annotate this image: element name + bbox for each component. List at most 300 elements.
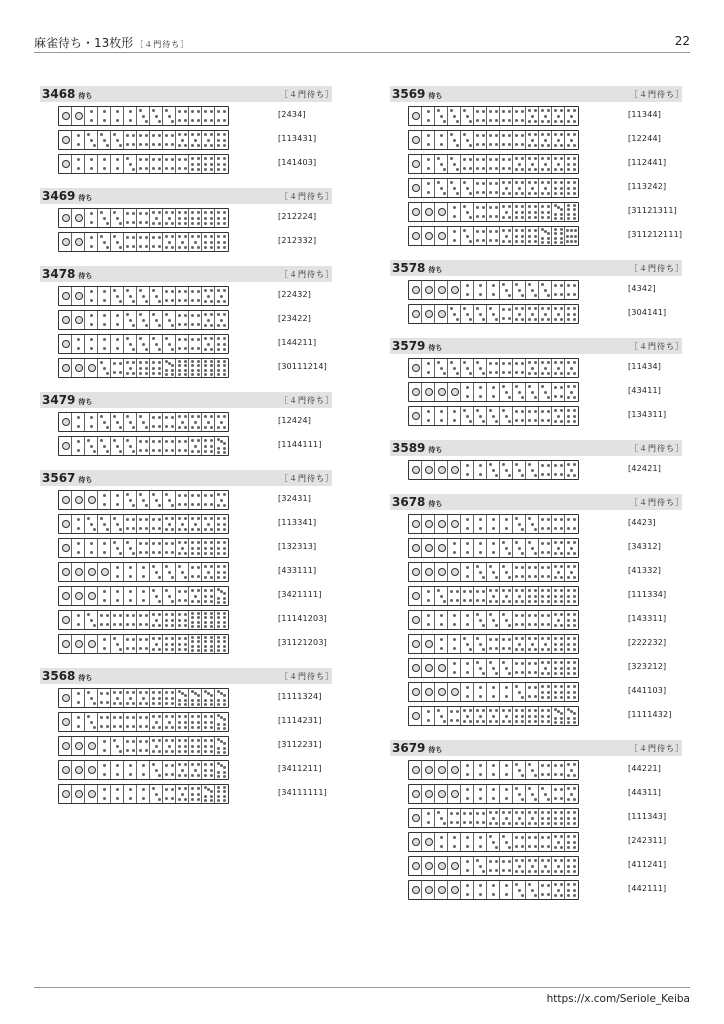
tile	[163, 563, 176, 581]
tile	[552, 281, 565, 299]
tile	[111, 311, 124, 329]
tile	[500, 611, 513, 629]
tile	[189, 233, 202, 251]
tile	[422, 563, 435, 581]
tile	[202, 515, 215, 533]
tile	[215, 737, 228, 755]
tile	[435, 305, 448, 323]
tile	[189, 539, 202, 557]
pin-1-icon	[62, 742, 70, 750]
tile	[526, 281, 539, 299]
hand-code: [441103]	[628, 686, 667, 695]
pin-1-icon	[75, 742, 83, 750]
tile	[526, 611, 539, 629]
tile	[526, 515, 539, 533]
hand-row	[40, 232, 332, 252]
hand-code: [11344]	[628, 110, 662, 119]
tile	[474, 203, 487, 221]
tile	[98, 587, 111, 605]
tile	[137, 413, 150, 431]
tile	[59, 359, 72, 377]
tile	[72, 311, 85, 329]
tile	[539, 539, 552, 557]
wait-type: ［４門待ち］	[280, 474, 334, 483]
pin-1-icon	[412, 466, 420, 474]
tile	[448, 131, 461, 149]
tile	[150, 287, 163, 305]
pin-1-icon	[412, 592, 420, 600]
pin-1-icon	[438, 466, 446, 474]
section-header	[40, 188, 332, 204]
pin-1-icon	[75, 568, 83, 576]
tile	[85, 539, 98, 557]
tile	[526, 857, 539, 875]
tile	[72, 713, 85, 731]
hand-row	[40, 412, 332, 432]
hand-code: [3421111]	[278, 590, 322, 599]
tile	[500, 761, 513, 779]
tile	[526, 227, 539, 245]
tile	[409, 587, 422, 605]
tile	[487, 683, 500, 701]
tile	[163, 335, 176, 353]
tile	[163, 785, 176, 803]
pin-1-icon	[438, 520, 446, 528]
tile	[176, 131, 189, 149]
tile	[422, 833, 435, 851]
hand-code: [222232]	[628, 638, 667, 647]
tile	[137, 635, 150, 653]
tile	[435, 155, 448, 173]
tile	[85, 689, 98, 707]
tile	[59, 635, 72, 653]
tile	[409, 515, 422, 533]
tile	[202, 563, 215, 581]
tile	[176, 311, 189, 329]
tile	[487, 305, 500, 323]
tile	[409, 857, 422, 875]
tile	[565, 785, 578, 803]
hand-row	[390, 130, 682, 150]
tile	[487, 857, 500, 875]
wait-section	[40, 266, 332, 378]
pin-1-icon	[62, 592, 70, 600]
tile	[461, 809, 474, 827]
tile	[552, 407, 565, 425]
hand-row	[390, 406, 682, 426]
wait-suffix: 待ち	[428, 500, 443, 508]
tile	[409, 683, 422, 701]
pin-1-icon	[451, 886, 459, 894]
tile	[461, 383, 474, 401]
tile	[552, 563, 565, 581]
tile	[124, 437, 137, 455]
tile	[409, 407, 422, 425]
tile	[526, 563, 539, 581]
tile	[487, 155, 500, 173]
tile	[513, 833, 526, 851]
tile	[461, 407, 474, 425]
tile	[487, 707, 500, 725]
tile	[137, 611, 150, 629]
tile-hand	[58, 334, 229, 354]
tile	[487, 407, 500, 425]
tile	[59, 335, 72, 353]
tile	[98, 785, 111, 803]
tile	[565, 281, 578, 299]
tile	[539, 281, 552, 299]
tile	[202, 107, 215, 125]
tile	[565, 461, 578, 479]
tile	[487, 539, 500, 557]
tile	[137, 737, 150, 755]
tile-hand	[58, 586, 229, 606]
tile	[474, 761, 487, 779]
tile	[72, 359, 85, 377]
tile	[137, 107, 150, 125]
tile	[448, 359, 461, 377]
tile	[176, 515, 189, 533]
tile	[552, 611, 565, 629]
tile	[448, 659, 461, 677]
tile	[137, 155, 150, 173]
tile-hand	[408, 382, 579, 402]
pin-1-icon	[412, 688, 420, 696]
tile	[474, 683, 487, 701]
tile-hand	[58, 310, 229, 330]
tile	[409, 155, 422, 173]
pin-1-icon	[101, 568, 109, 576]
hand-row	[390, 856, 682, 876]
tile	[526, 635, 539, 653]
tile	[552, 809, 565, 827]
tile	[85, 491, 98, 509]
tile	[176, 209, 189, 227]
hand-code: [11141203]	[278, 614, 327, 623]
tile	[189, 737, 202, 755]
tile	[72, 737, 85, 755]
wait-section	[40, 668, 332, 804]
tile	[500, 155, 513, 173]
tile	[461, 179, 474, 197]
tile	[202, 287, 215, 305]
tile	[98, 713, 111, 731]
tile	[98, 287, 111, 305]
footer-divider	[34, 987, 690, 988]
tile	[409, 461, 422, 479]
tile	[124, 209, 137, 227]
tile	[150, 131, 163, 149]
tile	[513, 461, 526, 479]
wait-type: ［４門待ち］	[280, 192, 334, 201]
hand-code: [242311]	[628, 836, 667, 845]
tile	[409, 107, 422, 125]
tile	[539, 203, 552, 221]
tile	[552, 203, 565, 221]
tile	[409, 761, 422, 779]
hand-row	[390, 586, 682, 606]
footer-link[interactable]: https://x.com/Seriole_Keiba	[546, 993, 690, 1005]
tile	[137, 515, 150, 533]
tile	[474, 611, 487, 629]
tile	[513, 539, 526, 557]
pin-1-icon	[88, 568, 96, 576]
tile	[474, 383, 487, 401]
tile	[163, 689, 176, 707]
hand-row	[40, 154, 332, 174]
tile	[137, 359, 150, 377]
tile	[513, 281, 526, 299]
tile	[176, 737, 189, 755]
tile	[552, 857, 565, 875]
hand-code: [134311]	[628, 410, 667, 419]
pin-1-icon	[438, 862, 446, 870]
tile	[500, 563, 513, 581]
tile	[435, 635, 448, 653]
tile	[435, 833, 448, 851]
tile	[98, 311, 111, 329]
tile	[163, 761, 176, 779]
tile	[215, 491, 228, 509]
pin-1-icon	[451, 520, 459, 528]
tile	[435, 359, 448, 377]
tile	[124, 761, 137, 779]
tile	[150, 359, 163, 377]
tile	[513, 659, 526, 677]
tile	[552, 359, 565, 377]
tile	[137, 785, 150, 803]
wait-section	[40, 392, 332, 456]
tile	[163, 539, 176, 557]
tile	[202, 635, 215, 653]
tile	[202, 311, 215, 329]
tile	[137, 233, 150, 251]
hand-code: [32431]	[278, 494, 312, 503]
tile	[565, 809, 578, 827]
hand-row	[40, 562, 332, 582]
wait-section	[390, 86, 682, 246]
tile-hand	[408, 178, 579, 198]
tile	[435, 539, 448, 557]
tile	[163, 491, 176, 509]
pin-1-icon	[88, 766, 96, 774]
tile	[513, 563, 526, 581]
tile	[565, 107, 578, 125]
pin-1-icon	[62, 694, 70, 702]
tile	[72, 689, 85, 707]
tile	[422, 227, 435, 245]
tile	[409, 539, 422, 557]
tile	[422, 785, 435, 803]
hand-code: [42421]	[628, 464, 662, 473]
tile	[552, 155, 565, 173]
tile	[176, 335, 189, 353]
tile	[176, 635, 189, 653]
tile	[150, 515, 163, 533]
tile	[189, 131, 202, 149]
tile	[474, 881, 487, 899]
wait-number: 3578 待ち	[392, 261, 443, 275]
tile-hand	[408, 514, 579, 534]
tile	[448, 635, 461, 653]
tile	[409, 881, 422, 899]
tile	[435, 203, 448, 221]
tile	[552, 881, 565, 899]
hand-row	[390, 880, 682, 900]
tile	[487, 383, 500, 401]
tile-hand	[58, 514, 229, 534]
tile	[111, 131, 124, 149]
tile	[422, 407, 435, 425]
tile	[176, 539, 189, 557]
left-column	[40, 86, 332, 818]
tile	[202, 761, 215, 779]
tile	[85, 611, 98, 629]
hand-code: [12244]	[628, 134, 662, 143]
tile	[215, 713, 228, 731]
wait-suffix: 待ち	[78, 398, 93, 406]
hand-code: [433111]	[278, 566, 317, 575]
wait-type: ［４門待ち］	[630, 498, 684, 507]
tile	[124, 413, 137, 431]
pin-1-icon	[425, 568, 433, 576]
tile	[500, 881, 513, 899]
tile	[137, 437, 150, 455]
hand-code: [43411]	[628, 386, 662, 395]
pin-1-icon	[438, 886, 446, 894]
pin-1-icon	[62, 496, 70, 504]
pin-1-icon	[62, 790, 70, 798]
section-header	[390, 260, 682, 276]
tile	[98, 131, 111, 149]
tile	[124, 587, 137, 605]
tile	[448, 281, 461, 299]
pin-1-icon	[62, 316, 70, 324]
tile	[526, 383, 539, 401]
hand-code: [1114231]	[278, 716, 322, 725]
tile	[111, 107, 124, 125]
tile	[435, 179, 448, 197]
wait-suffix: 待ち	[428, 92, 443, 100]
tile	[500, 587, 513, 605]
tile	[461, 461, 474, 479]
tile-hand	[408, 538, 579, 558]
tile	[513, 305, 526, 323]
tile	[215, 785, 228, 803]
hand-code: [31121311]	[628, 206, 677, 215]
tile	[215, 359, 228, 377]
wait-number: 3568 待ち	[42, 669, 93, 683]
tile	[539, 359, 552, 377]
tile	[552, 833, 565, 851]
tile	[409, 383, 422, 401]
tile	[150, 107, 163, 125]
tile	[448, 305, 461, 323]
tile	[461, 281, 474, 299]
tile-hand	[408, 406, 579, 426]
tile-hand	[408, 706, 579, 726]
tile	[189, 761, 202, 779]
hand-code: [212224]	[278, 212, 317, 221]
tile	[72, 155, 85, 173]
tile	[539, 383, 552, 401]
tile	[500, 407, 513, 425]
tile	[487, 785, 500, 803]
tile	[565, 383, 578, 401]
tile	[448, 857, 461, 875]
wait-type: ［４門待ち］	[280, 396, 334, 405]
tile	[461, 587, 474, 605]
hand-row	[390, 382, 682, 402]
tile	[85, 311, 98, 329]
tile	[565, 359, 578, 377]
pin-1-icon	[425, 838, 433, 846]
pin-1-icon	[75, 112, 83, 120]
tile	[150, 563, 163, 581]
tile	[137, 311, 150, 329]
pin-1-icon	[425, 520, 433, 528]
tile	[85, 761, 98, 779]
tile	[500, 857, 513, 875]
tile	[176, 611, 189, 629]
tile	[124, 563, 137, 581]
tile	[215, 635, 228, 653]
tile	[487, 881, 500, 899]
tile	[124, 359, 137, 377]
tile	[202, 539, 215, 557]
tile	[215, 611, 228, 629]
tile	[202, 131, 215, 149]
tile	[435, 461, 448, 479]
pin-1-icon	[62, 112, 70, 120]
tile	[500, 179, 513, 197]
tile	[72, 515, 85, 533]
tile	[85, 737, 98, 755]
tile	[487, 281, 500, 299]
tile	[98, 491, 111, 509]
section-header	[390, 86, 682, 102]
pin-1-icon	[412, 886, 420, 894]
tile	[189, 107, 202, 125]
tile	[163, 635, 176, 653]
tile	[202, 713, 215, 731]
pin-1-icon	[412, 388, 420, 396]
section-header	[390, 494, 682, 510]
tile	[435, 809, 448, 827]
pin-1-icon	[438, 232, 446, 240]
tile	[422, 809, 435, 827]
hand-code: [34111111]	[278, 788, 327, 797]
tile	[500, 785, 513, 803]
tile	[461, 761, 474, 779]
hand-code: [3112231]	[278, 740, 322, 749]
tile	[422, 881, 435, 899]
tile	[500, 809, 513, 827]
pin-1-icon	[412, 208, 420, 216]
wait-section	[390, 260, 682, 324]
tile	[422, 107, 435, 125]
tile	[98, 761, 111, 779]
hand-code: [23422]	[278, 314, 312, 323]
tile	[111, 713, 124, 731]
tile	[85, 155, 98, 173]
tile	[111, 563, 124, 581]
pin-1-icon	[75, 316, 83, 324]
right-column	[390, 86, 682, 914]
pin-1-icon	[438, 208, 446, 216]
wait-number: 3589 待ち	[392, 441, 443, 455]
pin-1-icon	[62, 364, 70, 372]
